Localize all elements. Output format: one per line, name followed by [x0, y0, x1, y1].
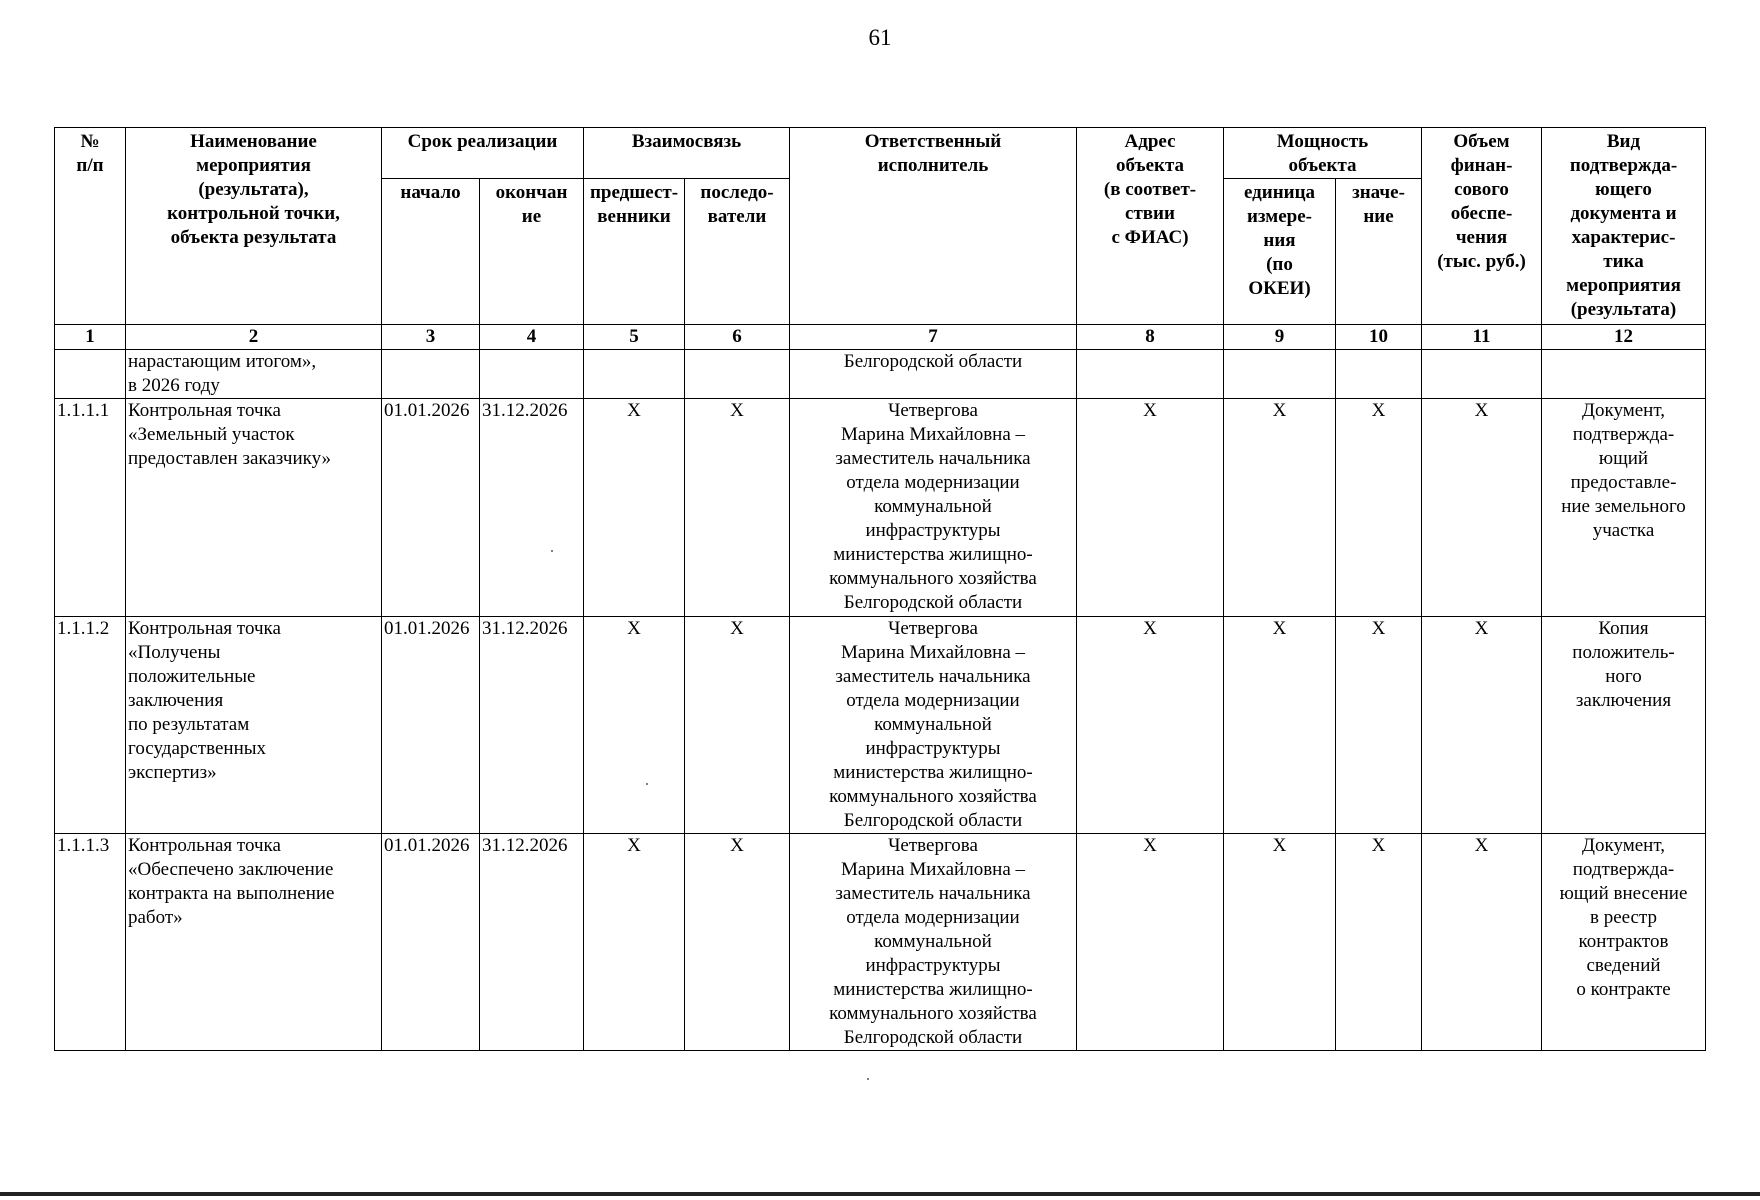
- table-row: [55, 834, 1706, 1051]
- row-unit: Х: [1224, 834, 1336, 1051]
- row-address: Х: [1077, 834, 1224, 1051]
- cell-empty: [584, 350, 685, 399]
- cell-empty: [382, 350, 480, 399]
- row-start-date: 01.01.2026: [382, 834, 480, 1051]
- row-end-date: 31.12.2026: [480, 834, 584, 1051]
- header-link: Взаимосвязь: [584, 128, 790, 179]
- table-row: [55, 399, 1706, 617]
- row-name: Контрольная точка «Получены положительные заключения по результатам государственных экспертиз»: [126, 617, 382, 834]
- row-number: 1.1.1.3: [55, 834, 126, 1051]
- column-number: 12: [1542, 325, 1706, 350]
- row-document: Документ, подтвержда- ющий внесение в реестр контрактов сведений о контракте: [1542, 834, 1706, 1051]
- row-volume: Х: [1422, 399, 1542, 617]
- continuation-name: нарастающим итогом», в 2026 году: [126, 350, 382, 399]
- cell-empty: [685, 350, 790, 399]
- row-successors: Х: [685, 617, 790, 834]
- column-number: 2: [126, 325, 382, 350]
- row-end-date: 31.12.2026: [480, 617, 584, 834]
- row-address: Х: [1077, 617, 1224, 834]
- column-number: 11: [1422, 325, 1542, 350]
- cell-empty: [55, 350, 126, 399]
- column-number: 10: [1336, 325, 1422, 350]
- cell-empty: [1077, 350, 1224, 399]
- row-successors: Х: [685, 399, 790, 617]
- row-value: Х: [1336, 834, 1422, 1051]
- results-table: [54, 127, 1706, 1051]
- row-predecessors: Х: [584, 834, 685, 1051]
- column-number: 5: [584, 325, 685, 350]
- header-name: Наименование мероприятия (результата), контрольной точки, объекта результата: [126, 128, 382, 325]
- column-number: 7: [790, 325, 1077, 350]
- row-unit: Х: [1224, 617, 1336, 834]
- header-address: Адрес объекта (в соответ- ствии с ФИАС): [1077, 128, 1224, 325]
- cell-empty: [1542, 350, 1706, 399]
- header-term-end: окончан ие: [480, 179, 584, 325]
- row-document: Копия положитель- ного заключения: [1542, 617, 1706, 834]
- scan-speck: [867, 1078, 869, 1080]
- row-responsible: Четвергова Марина Михайловна – заместитель начальника отдела модернизации коммунальной инфраструктуры министерства жилищно- коммунального хозяйства Белгородской области: [790, 834, 1077, 1051]
- row-number: 1.1.1.2: [55, 617, 126, 834]
- row-successors: Х: [685, 834, 790, 1051]
- header-capacity-unit: единица измере- ния (по ОКЕИ): [1224, 179, 1336, 325]
- column-number: 1: [55, 325, 126, 350]
- header-responsible: Ответственный исполнитель: [790, 128, 1077, 325]
- row-predecessors: Х: [584, 617, 685, 834]
- row-name: Контрольная точка «Земельный участок предоставлен заказчику»: [126, 399, 382, 617]
- table-row: [55, 617, 1706, 834]
- row-value: Х: [1336, 617, 1422, 834]
- row-volume: Х: [1422, 834, 1542, 1051]
- scan-bottom-rule: [0, 1192, 1760, 1196]
- cell-empty: [1224, 350, 1336, 399]
- column-number: 9: [1224, 325, 1336, 350]
- header-doc-type: Вид подтвержда- ющего документа и характерис- тика мероприятия (результата): [1542, 128, 1706, 325]
- column-number: 8: [1077, 325, 1224, 350]
- continuation-responsible: Белгородской области: [790, 350, 1077, 399]
- row-number: 1.1.1.1: [55, 399, 126, 617]
- header-term: Срок реализации: [382, 128, 584, 179]
- column-number-row: [55, 325, 1706, 350]
- row-start-date: 01.01.2026: [382, 399, 480, 617]
- column-number: 3: [382, 325, 480, 350]
- header-link-next: последо- ватели: [685, 179, 790, 325]
- header-number: № п/п: [55, 128, 126, 325]
- cell-empty: [480, 350, 584, 399]
- column-number: 4: [480, 325, 584, 350]
- page-number: 61: [868, 25, 892, 50]
- row-value: Х: [1336, 399, 1422, 617]
- column-number: 6: [685, 325, 790, 350]
- row-name: Контрольная точка «Обеспечено заключение контракта на выполнение работ»: [126, 834, 382, 1051]
- header-capacity-value: значе- ние: [1336, 179, 1422, 325]
- row-responsible: Четвергова Марина Михайловна – заместитель начальника отдела модернизации коммунальной инфраструктуры министерства жилищно- коммунального хозяйства Белгородской области: [790, 617, 1077, 834]
- cell-empty: [1422, 350, 1542, 399]
- header-link-prev: предшест- венники: [584, 179, 685, 325]
- row-responsible: Четвергова Марина Михайловна – заместитель начальника отдела модернизации коммунальной инфраструктуры министерства жилищно- коммунального хозяйства Белгородской области: [790, 399, 1077, 617]
- row-start-date: 01.01.2026: [382, 617, 480, 834]
- continuation-row: [55, 350, 1706, 399]
- header-volume: Объем финан- сового обеспе- чения (тыс. руб.): [1422, 128, 1542, 325]
- row-predecessors: Х: [584, 399, 685, 617]
- row-address: Х: [1077, 399, 1224, 617]
- header-term-start: начало: [382, 179, 480, 325]
- header-row-top: [55, 128, 1706, 179]
- row-unit: Х: [1224, 399, 1336, 617]
- row-end-date: 31.12.2026: [480, 399, 584, 617]
- header-capacity: Мощность объекта: [1224, 128, 1422, 179]
- scan-speck: [551, 550, 553, 552]
- cell-empty: [1336, 350, 1422, 399]
- row-document: Документ, подтвержда- ющий предоставле- ние земельного участка: [1542, 399, 1706, 617]
- row-volume: Х: [1422, 617, 1542, 834]
- scan-speck: [646, 783, 648, 785]
